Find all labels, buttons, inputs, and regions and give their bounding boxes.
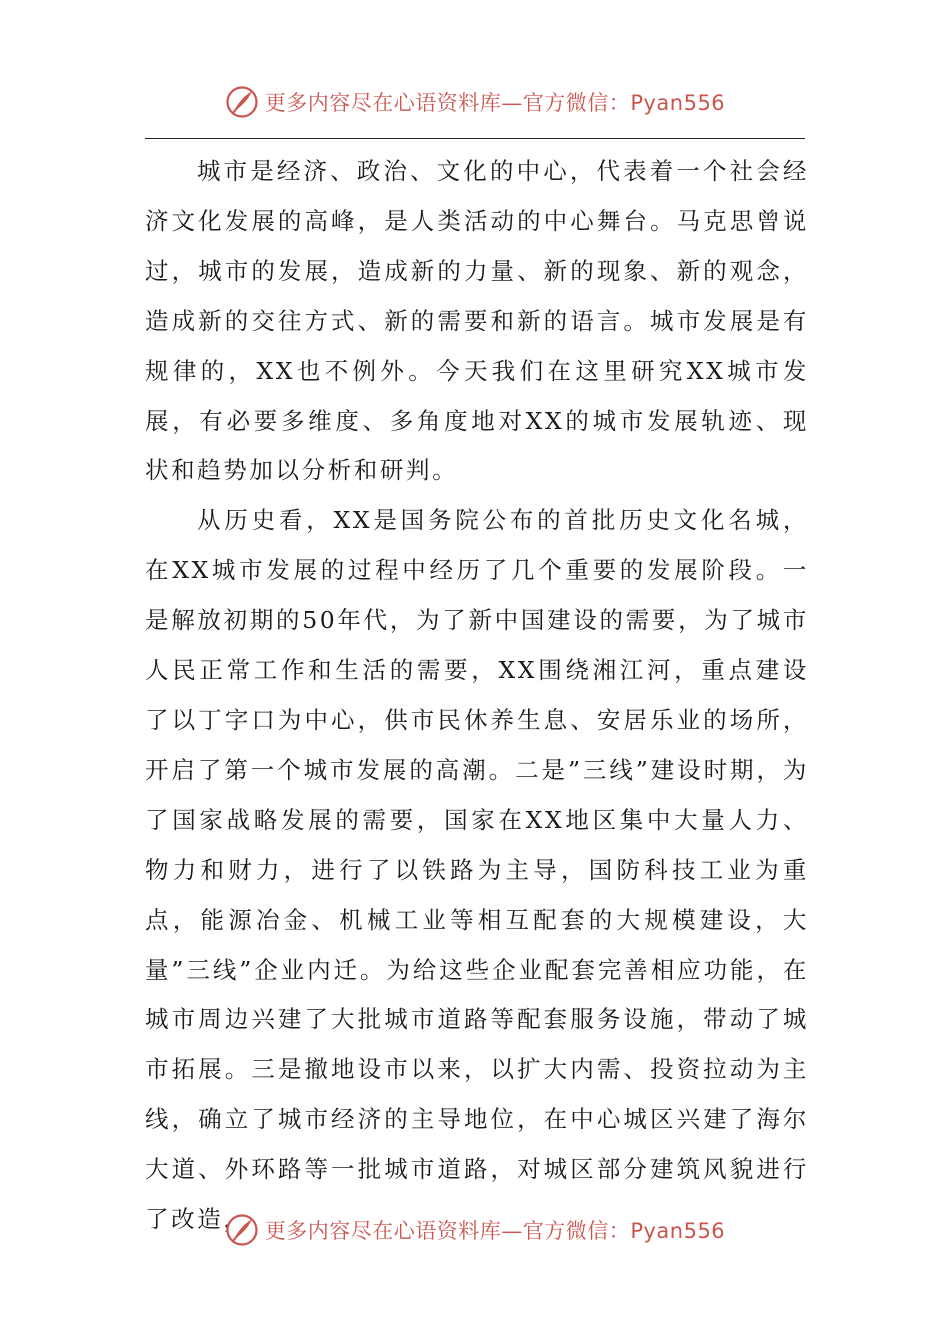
- footer-banner-text: [265, 1215, 725, 1245]
- quill-pen-logo-icon: [225, 1213, 259, 1247]
- quill-pen-logo-icon: [225, 85, 259, 119]
- header-wechat-id: Pyan556: [630, 91, 726, 115]
- header-banner-title: 更多内容尽在心语资料库: [264, 91, 502, 115]
- header-wechat-label: 官方微信：: [522, 91, 631, 115]
- footer-banner-dash: —: [501, 1219, 523, 1243]
- footer-wechat-id: Pyan556: [630, 1219, 726, 1243]
- paragraph-1: 城市是经济、政治、文化的中心，代表着一个社会经济文化发展的高峰，是人类活动的中心舞台。马克思曾说过，城市的发展，造成新的力量、新的现象、新的观念，造成新的交往方式、新的需要和新的语言。城市发展是有规律的，XX也不例外。今天我们在这里研究XX城市发展，有必要多维度、多角度地对XX的城市发展轨迹、现状和趋势加以分析和研判。: [145, 157, 809, 485]
- header-banner-text: [265, 87, 725, 117]
- document-body: [145, 147, 809, 1245]
- header-divider: [145, 138, 805, 139]
- footer-banner: [0, 1210, 950, 1250]
- footer-wechat-label: 官方微信：: [522, 1219, 631, 1243]
- header-banner: [0, 82, 950, 122]
- header-banner-dash: —: [501, 91, 523, 115]
- footer-banner-title: 更多内容尽在心语资料库: [264, 1219, 502, 1243]
- paragraph-2: 从历史看，XX是国务院公布的首批历史文化名城，在XX城市发展的过程中经历了几个重要的发展阶段。一是解放初期的50年代，为了新中国建设的需要，为了城市人民正常工作和生活的需要，XX围绕湘江河，重点建设了以丁字口为中心，供市民休养生息、安居乐业的场所，开启了第一个城市发展的高潮。二是”三线”建设时期，为了国家战略发展的需要，国家在XX地区集中大量人力、物力和财力，进行了以铁路为主导，国防科技工业为重点，能源冶金、机械工业等相互配套的大规模建设，大量”三线”企业内迁。为给这些企业配套完善相应功能，在城市周边兴建了大批城市道路等配套服务设施，带动了城市拓展。三是撤地设市以来，以扩大内需、投资拉动为主线，确立了城市经济的主导地位，在中心城区兴建了海尔大道、外环路等一批城市道路，对城区部分建筑风貌进行了改造，: [145, 506, 809, 1234]
